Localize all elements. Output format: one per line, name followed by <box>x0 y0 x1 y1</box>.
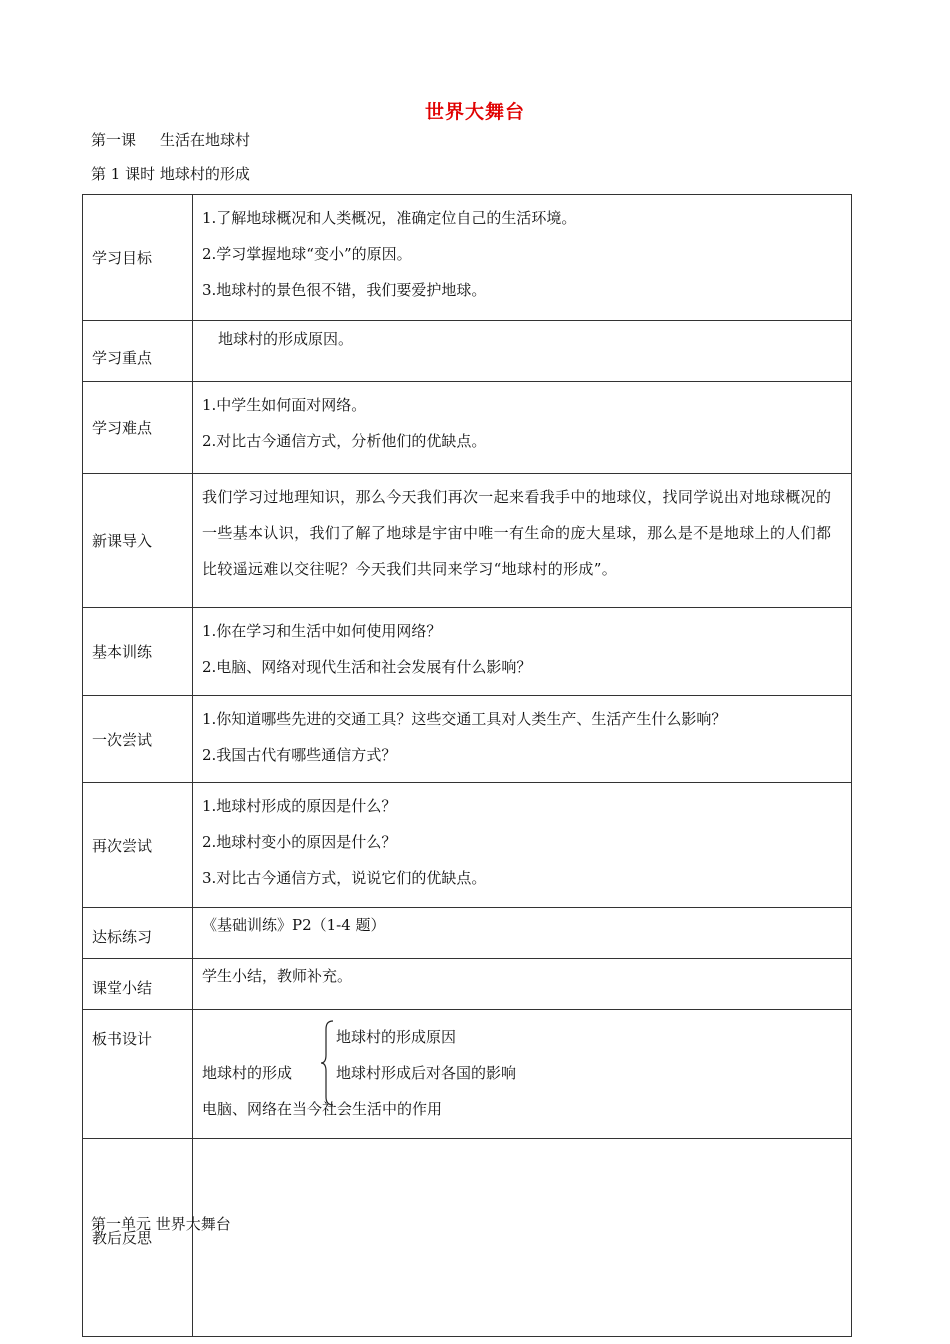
table-row <box>83 1139 852 1337</box>
board-design <box>202 1015 842 1118</box>
row-label-try2: 再次尝试 <box>83 783 193 908</box>
standard-content <box>193 908 852 959</box>
summary-text: 学生小结，教师补充。 <box>202 967 353 985</box>
row-label-try1: 一次尝试 <box>83 696 193 783</box>
list-item: 1.了解地球概况和人类概况，准确定位自己的生活环境。 <box>202 209 577 227</box>
row-label-reflection: 教后反思 <box>83 1139 193 1337</box>
list-item: 1.地球村形成的原因是什么？ <box>202 797 397 815</box>
row-label-objectives: 学习目标 <box>83 195 193 321</box>
key-text: 地球村的形成原因。 <box>218 330 354 348</box>
table-row <box>83 783 852 908</box>
standard-text: 《基础训练》P2（1-4 题） <box>202 916 386 934</box>
table-row <box>83 382 852 474</box>
list-item: 2.地球村变小的原因是什么？ <box>202 833 397 851</box>
list-item: 2.学习掌握地球“变小”的原因。 <box>202 245 412 263</box>
table-row <box>83 1010 852 1139</box>
reflection-content[interactable] <box>193 1139 852 1337</box>
row-label-board: 板书设计 <box>83 1010 193 1139</box>
try1-content <box>193 696 852 783</box>
board-main-topic: 地球村的形成 <box>202 1064 293 1082</box>
table-row <box>83 608 852 696</box>
board-content <box>193 1010 852 1139</box>
row-label-difficulty: 学习难点 <box>83 382 193 474</box>
try2-content <box>193 783 852 908</box>
document-title: 世界大舞台 <box>424 101 525 123</box>
board-sub-item: 电脑、网络在当今社会生活中的作用 <box>202 1100 443 1118</box>
lesson-heading <box>91 129 250 150</box>
difficulty-content <box>193 382 852 474</box>
row-label-summary: 课堂小结 <box>83 959 193 1010</box>
intro-content <box>193 474 852 608</box>
unit-footer: 第一单元 世界大舞台 <box>91 1215 231 1233</box>
list-item: 1.你在学习和生活中如何使用网络？ <box>202 622 442 640</box>
board-sub-item: 地球村形成后对各国的影响 <box>336 1064 517 1082</box>
table-row <box>83 474 852 608</box>
basic-content <box>193 608 852 696</box>
objectives-content <box>193 195 852 321</box>
period-heading: 第 1 课时 地球村的形成 <box>91 165 250 183</box>
row-label-basic: 基本训练 <box>83 608 193 696</box>
table-row <box>83 908 852 959</box>
row-label-key: 学习重点 <box>83 321 193 382</box>
row-label-standard: 达标练习 <box>83 908 193 959</box>
lesson-number: 第一课 <box>91 131 137 149</box>
list-item: 2.对比古今通信方式，分析他们的优缺点。 <box>202 432 487 450</box>
list-item: 3.地球村的景色很不错，我们要爱护地球。 <box>202 281 487 299</box>
table-row <box>83 959 852 1010</box>
list-item: 3.对比古今通信方式，说说它们的优缺点。 <box>202 869 487 887</box>
list-item: 2.电脑、网络对现代生活和社会发展有什么影响？ <box>202 658 532 676</box>
summary-content <box>193 959 852 1010</box>
table-row <box>83 321 852 382</box>
table-row <box>83 696 852 783</box>
list-item: 1.中学生如何面对网络。 <box>202 396 367 414</box>
list-item: 2.我国古代有哪些通信方式？ <box>202 746 397 764</box>
table-row <box>83 195 852 321</box>
board-sub-item: 地球村的形成原因 <box>336 1028 457 1046</box>
intro-text: 我们学习过地理知识，那么今天我们再次一起来看我手中的地球仪，找同学说出对地球概况的一些基本认识，我们了解了地球是宇宙中唯一有生命的庞大星球，那么是不是地球上的人们都比较遥远难以交往呢？今天我们共同来学习“地球村的形成”。 <box>202 488 832 578</box>
lesson-plan-table <box>82 194 852 1337</box>
list-item: 1.你知道哪些先进的交通工具？这些交通工具对人类生产、生活产生什么影响？ <box>202 710 727 728</box>
lesson-title: 生活在地球村 <box>160 131 251 149</box>
key-content <box>193 321 852 382</box>
row-label-intro: 新课导入 <box>83 474 193 608</box>
